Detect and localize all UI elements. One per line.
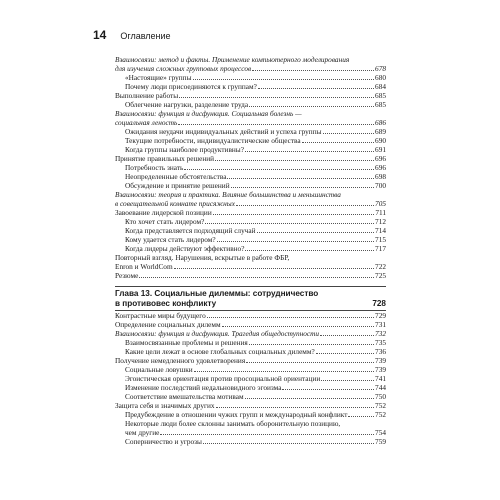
page-ref: 732 xyxy=(375,329,386,338)
page-ref: 752 xyxy=(375,401,386,410)
page-ref: 678 xyxy=(375,64,386,73)
toc-entry: Ожидания неудачи индивидуальных действий и успеха группы 689 xyxy=(125,127,386,136)
page-ref: 696 xyxy=(375,154,386,163)
toc-entry: Взаимосвязанные проблемы и решения 735 xyxy=(125,338,386,347)
page-ref: 752 xyxy=(375,410,386,419)
page-ref: 700 xyxy=(375,181,386,190)
page-ref: 741 xyxy=(375,374,386,383)
page-ref: 689 xyxy=(375,127,386,136)
toc-entry: Обсуждение и принятие решений 700 xyxy=(125,181,386,190)
toc-entry: Получение немедленного удовлетворения 739 xyxy=(115,356,386,365)
toc-entry: Некоторые люди более склонны занимать оборонительную позицию, чем другие 754 xyxy=(125,419,386,437)
toc-entry: Определение социальных дилемм 731 xyxy=(115,320,386,329)
page-ref: 725 xyxy=(375,271,386,280)
toc-entry: Резюме 725 xyxy=(115,271,386,280)
toc-entry: Когда группы наиболее продуктивны? 691 xyxy=(125,145,386,154)
page-ref: 722 xyxy=(375,262,386,271)
page-ref: 705 xyxy=(375,199,386,208)
table-of-contents xyxy=(115,55,386,446)
running-head: Оглавление xyxy=(120,31,171,41)
toc-entry: Повторный взгляд. Нарушения, вскрытые в работе ФБР, Enron и WorldCom 722 xyxy=(115,253,386,271)
toc-entry: Когда представляется подходящий случай 714 xyxy=(125,226,386,235)
page-header xyxy=(93,26,171,40)
toc-entry: Завоевание лидерской позиции 711 xyxy=(115,208,386,217)
page-ref: 680 xyxy=(375,73,386,82)
page-ref: 739 xyxy=(375,356,386,365)
page-ref: 685 xyxy=(375,100,386,109)
toc-entry: «Настоящие» группы 680 xyxy=(125,73,386,82)
page-ref: 690 xyxy=(375,136,386,145)
toc-entry: Взаимосвязи: теория и практика. Влияние большинства и меньшинства в совещательной комнате присяжных 705 xyxy=(115,190,386,208)
page-ref: 744 xyxy=(375,383,386,392)
page-ref: 691 xyxy=(375,145,386,154)
toc-entry: Принятие правильных решений 696 xyxy=(115,154,386,163)
chapter-heading: Глава 13. Социальные дилеммы: сотрудничество в противовес конфликту 728 xyxy=(115,286,386,309)
page-ref: 717 xyxy=(375,244,386,253)
toc-entry: Предубеждение в отношении чужих групп и международный конфликт 752 xyxy=(125,410,386,419)
page-ref: 696 xyxy=(375,163,386,172)
toc-entry: Взаимосвязи: функция и дисфункция. Социальная болезнь — социальная леность 686 xyxy=(115,109,386,127)
toc-entry: Социальные ловушки 739 xyxy=(125,365,386,374)
page-ref: 731 xyxy=(375,320,386,329)
page-ref: 685 xyxy=(375,91,386,100)
toc-entry: Эгоистическая ориентация против просоциальной ориентации 741 xyxy=(125,374,386,383)
toc-entry: Почему люди присоединяются к группам? 684 xyxy=(125,82,386,91)
page-ref: 739 xyxy=(375,365,386,374)
page-ref: 714 xyxy=(375,226,386,235)
page-ref: 728 xyxy=(372,299,386,308)
page-ref: 711 xyxy=(375,208,386,217)
toc-entry: Кто хочет стать лидером? 712 xyxy=(125,217,386,226)
toc-entry: Облегчение нагрузки, разделение труда 685 xyxy=(125,100,386,109)
toc-entry: Потребность знать 696 xyxy=(125,163,386,172)
page-ref: 729 xyxy=(375,311,386,320)
toc-entry: Когда лидеры действуют эффективно? 717 xyxy=(125,244,386,253)
toc-entry: Какие цели лежат в основе глобальных социальных дилемм? 736 xyxy=(125,347,386,356)
toc-entry: Контрастные миры будущего 729 xyxy=(115,311,386,320)
page-ref: 686 xyxy=(375,118,386,127)
toc-entry: Кому удается стать лидером? 715 xyxy=(125,235,386,244)
page-ref: 735 xyxy=(375,338,386,347)
toc-entry: Выполнение работы 685 xyxy=(115,91,386,100)
toc-entry: Изменение последствий недальновидного эгоизма 744 xyxy=(125,383,386,392)
page-ref: 736 xyxy=(375,347,386,356)
page-ref: 712 xyxy=(375,217,386,226)
page-number: 14 xyxy=(93,28,107,42)
page-ref: 698 xyxy=(375,172,386,181)
toc-entry: Взаимосвязи: функция и дисфункция. Трагедия общедоступности 732 xyxy=(115,329,386,338)
page-ref: 715 xyxy=(375,235,386,244)
toc-entry: Неопределенные обстоятельства 698 xyxy=(125,172,386,181)
toc-entry: Текущие потребности, индивидуалистические общества 690 xyxy=(125,136,386,145)
toc-entry: Взаимосвязи: метод и факты. Применение компьютерного моделирования для изучения сложных групповых процессов 678 xyxy=(115,55,386,73)
page-ref: 754 xyxy=(375,428,386,437)
toc-entry: Соперничество и угрозы 759 xyxy=(125,437,386,446)
page-ref: 750 xyxy=(375,392,386,401)
page-ref: 759 xyxy=(375,437,386,446)
toc-entry: Соответствие вмешательства мотивам 750 xyxy=(125,392,386,401)
toc-entry: Защита себя и значимых других 752 xyxy=(115,401,386,410)
page-ref: 684 xyxy=(375,82,386,91)
